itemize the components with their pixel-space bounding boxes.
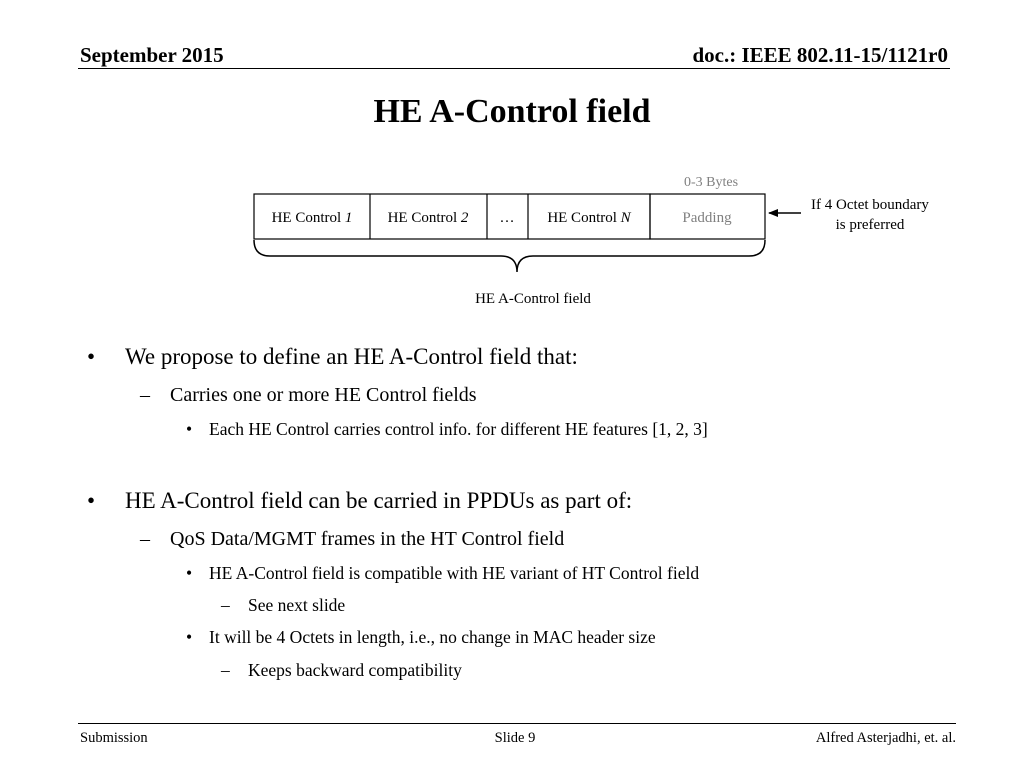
- bullet-marker: –: [221, 660, 230, 680]
- size-label: 0-3 Bytes: [683, 175, 739, 190]
- bullet-marker: –: [140, 384, 150, 406]
- cell-he-control-n: HE Control N: [547, 210, 631, 226]
- bullet-marker: •: [87, 344, 96, 369]
- header-doc-id: doc.: IEEE 802.11-15/1121r0: [692, 43, 948, 67]
- slide-title: HE A-Control field: [373, 93, 651, 130]
- bullet-marker: –: [140, 528, 150, 550]
- brace-label: HE A-Control field: [475, 291, 591, 307]
- footer-slide-number: Slide 9: [494, 730, 536, 746]
- curly-brace-icon: [254, 240, 765, 272]
- bullet-text: See next slide: [248, 595, 346, 615]
- bullet-text: It will be 4 Octets in length, i.e., no change in MAC header size: [209, 627, 656, 647]
- cell-padding: Padding: [682, 210, 732, 226]
- bullet-text: QoS Data/MGMT frames in the HT Control field: [170, 528, 565, 550]
- bullet-text: HE A-Control field can be carried in PPDUs as part of:: [125, 488, 633, 513]
- cell-ellipsis: …: [499, 210, 515, 226]
- note-line-2: is preferred: [835, 217, 905, 233]
- bullet-text: HE A-Control field is compatible with HE variant of HT Control field: [209, 563, 700, 583]
- cell-he-control-1: HE Control 1: [271, 210, 353, 226]
- cell-he-control-2: HE Control 2: [387, 210, 469, 226]
- note-line-1: If 4 Octet boundary: [811, 197, 929, 213]
- footer-submission: Submission: [80, 730, 148, 746]
- bullet-marker: •: [186, 627, 193, 647]
- bullet-text: We propose to define an HE A-Control field that:: [125, 344, 578, 369]
- bullet-marker: •: [186, 563, 193, 583]
- bullet-text: Keeps backward compatibility: [248, 660, 462, 680]
- bullet-text: Carries one or more HE Control fields: [170, 384, 477, 406]
- bullet-marker: •: [87, 488, 96, 513]
- footer-author: Alfred Asterjadhi, et. al.: [815, 730, 956, 746]
- bullet-text: Each HE Control carries control info. for different HE features [1, 2, 3]: [209, 419, 708, 439]
- bullet-marker: –: [221, 595, 230, 615]
- bullet-marker: •: [186, 419, 193, 439]
- a-control-diagram: [0, 0, 1024, 330]
- header-date: September 2015: [80, 43, 224, 67]
- footer-rule: [78, 723, 956, 724]
